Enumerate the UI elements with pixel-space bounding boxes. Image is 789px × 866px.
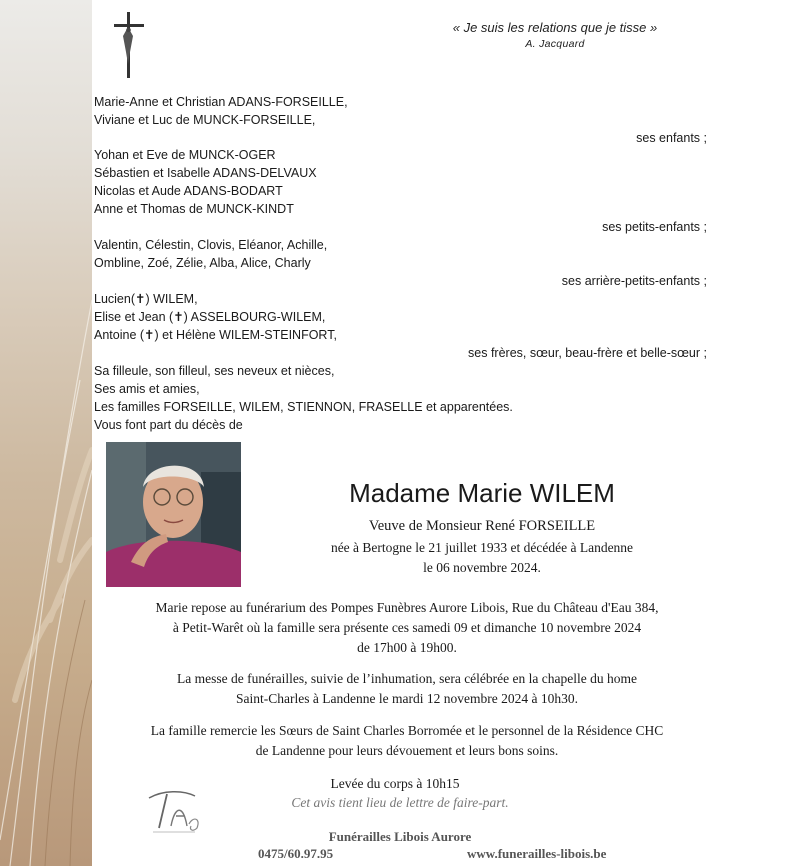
family-role-label: ses frères, sœur, beau-frère et belle-sœur ; (468, 346, 707, 360)
family-line: Elise et Jean (✝) ASSELBOURG-WILEM, (94, 310, 326, 324)
family-line: Ombline, Zoé, Zélie, Alba, Alice, Charly (94, 256, 311, 270)
thanks-line: La famille remercie les Sœurs de Saint Charles Borromée et le personnel de la Résidence CHC (150, 723, 664, 738)
birth-death-line: née à Bertogne le 21 juillet 1933 et décédée à Landenne (330, 540, 634, 555)
grass-illustration (0, 0, 92, 866)
levee-line: Levée du corps à 10h15 (330, 776, 460, 791)
decorative-grass-panel (0, 0, 92, 866)
family-role-label: ses petits-enfants ; (602, 220, 707, 234)
quote-author: A. Jacquard (525, 38, 585, 50)
family-role-label: ses arrière-petits-enfants ; (561, 274, 707, 288)
family-line: Yohan et Eve de MUNCK-OGER (94, 148, 276, 162)
family-line: Valentin, Célestin, Clovis, Eléanor, Achille, (94, 238, 328, 252)
footer-company-name: Funérailles Libois Aurore (328, 829, 472, 844)
family-line: Anne et Thomas de MUNCK-KINDT (94, 202, 294, 216)
family-role-label: ses enfants ; (636, 131, 707, 145)
family-line: Vous font part du décès de (94, 418, 243, 432)
footer-website[interactable]: www.funerailles-libois.be (467, 846, 607, 861)
family-line: Les familles FORSEILLE, WILEM, STIENNON, FRASELLE et apparentées. (94, 400, 513, 414)
footer-phone: 0475/60.97.95 (258, 846, 334, 861)
family-line: Nicolas et Aude ADANS-BODART (94, 184, 283, 198)
deceased-portrait (106, 442, 241, 587)
crucifix-icon (112, 12, 146, 78)
quote-text: « Je suis les relations que je tisse » (452, 20, 658, 35)
family-line: Sa filleule, son filleul, ses neveux et nièces, (94, 364, 335, 378)
widow-line: Veuve de Monsieur René FORSEILLE (368, 518, 596, 534)
family-line: Lucien(✝) WILEM, (94, 292, 198, 306)
family-line: Antoine (✝) et Hélène WILEM-STEINFORT, (94, 328, 337, 342)
mass-line: Saint-Charles à Landenne le mardi 12 novembre 2024 à 10h30. (236, 691, 578, 706)
family-line: Marie-Anne et Christian ADANS-FORSEILLE, (94, 95, 348, 109)
epigraph-quote (400, 20, 710, 50)
thanks-line: de Landenne pour leurs dévouement et leurs bons soins. (255, 743, 559, 758)
mass-line: La messe de funérailles, suivie de l’inhumation, sera célébrée en la chapelle du home (177, 671, 637, 686)
funeral-home-logo-icon (143, 786, 205, 838)
family-line: Viviane et Luc de MUNCK-FORSEILLE, (94, 113, 316, 127)
death-date-line: le 06 novembre 2024. (423, 560, 541, 575)
family-line: Sébastien et Isabelle ADANS-DELVAUX (94, 166, 317, 180)
notice-line: Cet avis tient lieu de lettre de faire-part. (291, 795, 509, 810)
visitation-line: de 17h00 à 19h00. (357, 640, 457, 655)
family-line: Ses amis et amies, (94, 382, 200, 396)
deceased-name: Madame Marie WILEM (349, 478, 615, 508)
visitation-line: à Petit-Warêt où la famille sera présente ces samedi 09 et dimanche 10 novembre 2024 (172, 620, 642, 635)
visitation-line: Marie repose au funérarium des Pompes Funèbres Aurore Libois, Rue du Château d'Eau 384, (155, 600, 659, 615)
